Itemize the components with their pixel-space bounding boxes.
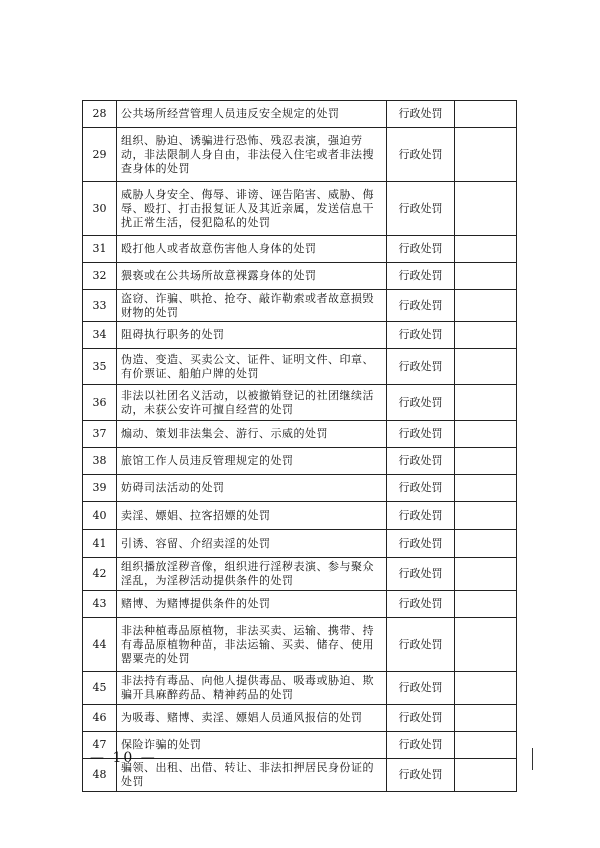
table-row xyxy=(83,591,517,618)
blank-cell xyxy=(455,705,517,732)
row-number: 40 xyxy=(83,502,117,530)
table-row xyxy=(83,349,517,385)
blank-cell xyxy=(455,322,517,349)
penalty-item: 盗窃、诈骗、哄抢、抢夺、敲诈勒索或者故意损毁财物的处罚 xyxy=(117,290,387,322)
blank-cell xyxy=(455,290,517,322)
penalty-category: 行政处罚 xyxy=(387,349,455,385)
penalty-item: 殴打他人或者故意伤害他人身体的处罚 xyxy=(117,236,387,263)
penalty-item: 组织、胁迫、诱骗进行恐怖、残忍表演，强迫劳动，非法限制人身自由，非法侵入住宅或者非法搜查身体的处罚 xyxy=(117,128,387,182)
blank-cell xyxy=(455,530,517,558)
penalty-category: 行政处罚 xyxy=(387,591,455,618)
table-row xyxy=(83,263,517,290)
table-row xyxy=(83,705,517,732)
page-number: — 10 — xyxy=(90,750,157,766)
blank-cell xyxy=(455,385,517,421)
table-row xyxy=(83,236,517,263)
penalty-item: 煽动、策划非法集会、游行、示威的处罚 xyxy=(117,421,387,448)
row-number: 45 xyxy=(83,672,117,705)
table-row xyxy=(83,421,517,448)
penalty-category: 行政处罚 xyxy=(387,705,455,732)
row-number: 34 xyxy=(83,322,117,349)
penalty-category: 行政处罚 xyxy=(387,290,455,322)
row-number: 48 xyxy=(83,759,117,792)
table-row xyxy=(83,128,517,182)
blank-cell xyxy=(455,672,517,705)
penalty-item: 非法以社团名义活动，以被撤销登记的社团继续活动，未获公安许可擅自经营的处罚 xyxy=(117,385,387,421)
penalty-category: 行政处罚 xyxy=(387,182,455,236)
penalty-category: 行政处罚 xyxy=(387,128,455,182)
table-row xyxy=(83,475,517,502)
table-row xyxy=(83,530,517,558)
blank-cell xyxy=(455,618,517,672)
penalty-category: 行政处罚 xyxy=(387,236,455,263)
table-row xyxy=(83,558,517,591)
penalty-item: 伪造、变造、买卖公文、证件、证明文件、印章、有价票证、船舶户牌的处罚 xyxy=(117,349,387,385)
table-row xyxy=(83,322,517,349)
row-number: 28 xyxy=(83,101,117,128)
blank-cell xyxy=(455,448,517,475)
row-number: 36 xyxy=(83,385,117,421)
row-number: 47 xyxy=(83,732,117,759)
penalty-category: 行政处罚 xyxy=(387,618,455,672)
penalty-category: 行政处罚 xyxy=(387,530,455,558)
row-number: 33 xyxy=(83,290,117,322)
penalty-item: 赌博、为赌博提供条件的处罚 xyxy=(117,591,387,618)
blank-cell xyxy=(455,591,517,618)
row-number: 46 xyxy=(83,705,117,732)
penalty-item: 非法持有毒品、向他人提供毒品、吸毒或胁迫、欺骗开具麻醉药品、精神药品的处罚 xyxy=(117,672,387,705)
penalty-category: 行政处罚 xyxy=(387,732,455,759)
table-row xyxy=(83,672,517,705)
row-number: 44 xyxy=(83,618,117,672)
blank-cell xyxy=(455,182,517,236)
penalty-category: 行政处罚 xyxy=(387,558,455,591)
blank-cell xyxy=(455,263,517,290)
row-number: 31 xyxy=(83,236,117,263)
blank-cell xyxy=(455,475,517,502)
row-number: 29 xyxy=(83,128,117,182)
table-row xyxy=(83,101,517,128)
blank-cell xyxy=(455,421,517,448)
blank-cell xyxy=(455,759,517,792)
row-number: 38 xyxy=(83,448,117,475)
margin-mark xyxy=(532,748,533,770)
row-number: 42 xyxy=(83,558,117,591)
penalty-item: 组织播放淫秽音像，组织进行淫秽表演、参与聚众淫乱，为淫秽活动提供条件的处罚 xyxy=(117,558,387,591)
penalty-item: 卖淫、嫖娼、拉客招嫖的处罚 xyxy=(117,502,387,530)
table-row xyxy=(83,502,517,530)
penalty-item: 非法种植毒品原植物，非法买卖、运输、携带、持有毒品原植物种苗，非法运输、买卖、储存、使用罂粟壳的处罚 xyxy=(117,618,387,672)
table-row xyxy=(83,448,517,475)
table-row xyxy=(83,618,517,672)
penalty-item: 公共场所经营管理人员违反安全规定的处罚 xyxy=(117,101,387,128)
blank-cell xyxy=(455,502,517,530)
row-number: 35 xyxy=(83,349,117,385)
penalty-category: 行政处罚 xyxy=(387,672,455,705)
penalty-item: 保险诈骗的处罚 xyxy=(117,732,387,759)
penalty-category: 行政处罚 xyxy=(387,448,455,475)
penalty-category: 行政处罚 xyxy=(387,421,455,448)
penalty-category: 行政处罚 xyxy=(387,322,455,349)
blank-cell xyxy=(455,128,517,182)
penalty-category: 行政处罚 xyxy=(387,385,455,421)
penalty-item: 旅馆工作人员违反管理规定的处罚 xyxy=(117,448,387,475)
penalty-item: 妨碍司法活动的处罚 xyxy=(117,475,387,502)
table-row xyxy=(83,182,517,236)
penalty-category: 行政处罚 xyxy=(387,475,455,502)
administrative-penalty-table xyxy=(82,100,517,792)
row-number: 39 xyxy=(83,475,117,502)
table-body xyxy=(83,101,517,792)
table-row xyxy=(83,385,517,421)
penalty-category: 行政处罚 xyxy=(387,263,455,290)
blank-cell xyxy=(455,558,517,591)
penalty-item: 阻碍执行职务的处罚 xyxy=(117,322,387,349)
penalty-category: 行政处罚 xyxy=(387,101,455,128)
penalty-category: 行政处罚 xyxy=(387,759,455,792)
penalty-item: 引诱、容留、介绍卖淫的处罚 xyxy=(117,530,387,558)
blank-cell xyxy=(455,101,517,128)
penalty-category: 行政处罚 xyxy=(387,502,455,530)
row-number: 30 xyxy=(83,182,117,236)
row-number: 43 xyxy=(83,591,117,618)
row-number: 37 xyxy=(83,421,117,448)
blank-cell xyxy=(455,349,517,385)
table-row xyxy=(83,290,517,322)
row-number: 41 xyxy=(83,530,117,558)
row-number: 32 xyxy=(83,263,117,290)
penalty-item: 为吸毒、赌博、卖淫、嫖娼人员通风报信的处罚 xyxy=(117,705,387,732)
penalty-item: 骗领、出租、出借、转让、非法扣押居民身份证的处罚 xyxy=(117,759,387,792)
penalty-item: 威胁人身安全、侮辱、诽谤、诬告陷害、威胁、侮辱、殴打、打击报复证人及其近亲属，发送信息干扰正常生活，侵犯隐私的处罚 xyxy=(117,182,387,236)
blank-cell xyxy=(455,732,517,759)
blank-cell xyxy=(455,236,517,263)
penalty-item: 猥亵或在公共场所故意裸露身体的处罚 xyxy=(117,263,387,290)
